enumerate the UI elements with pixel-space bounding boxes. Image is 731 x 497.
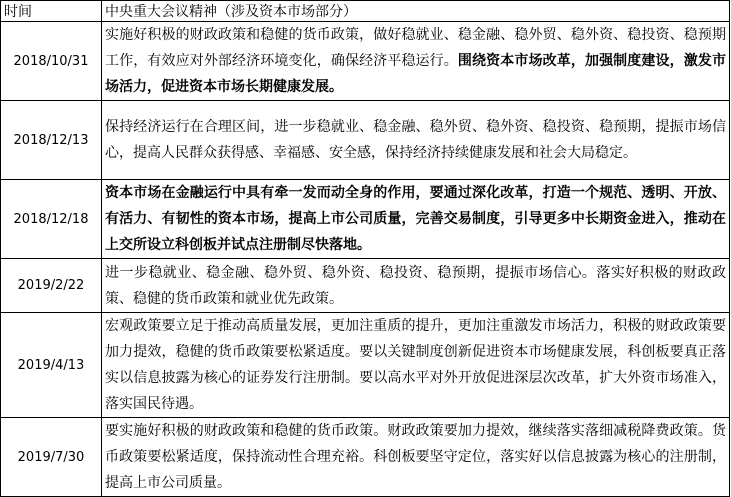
- row-date: 2019/2/22: [1, 259, 102, 313]
- content-bold-text: 围绕资本市场改革，加强制度建设，激发市场活力，促进资本市场长期健康发展。: [105, 53, 726, 95]
- row-content: [102, 22, 730, 101]
- table-row: [1, 22, 730, 101]
- row-date: 2019/4/13: [1, 313, 102, 418]
- table-row: [1, 259, 730, 313]
- table-row: [1, 180, 730, 259]
- content-text: 宏观政策要立足于推动高质量发展，更加注重质的提升，更加注重激发市场活力，积极的财政政策要加力提效，稳健的货币政策要松紧适度。要以关键制度创新促进资本市场健康发展，科创板要真正落实以信息披露为核心的证券发行注册制。要以高水平对外开放促进深层次改革，扩大外资市场准入，落实国民待遇。: [105, 318, 726, 412]
- content-bold-text: 资本市场在金融运行中具有牵一发而动全身的作用，要通过深化改革，打造一个规范、透明、开放、有活力、有韧性的资本市场，提高上市公司质量，完善交易制度，引导更多中长期资金进入，推动在上交所设立科创板并试点注册制尽快落地。: [105, 185, 726, 253]
- row-date: 2018/10/31: [1, 22, 102, 101]
- table-row: [1, 418, 730, 497]
- header-date: 时间: [1, 1, 102, 22]
- content-text: 进一步稳就业、稳金融、稳外贸、稳外资、稳投资、稳预期，提振市场信心。落实好积极的财政政策、稳健的货币政策和就业优先政策。: [105, 264, 726, 307]
- content-text: 要实施好积极的财政政策和稳健的货币政策。财政政策要加力提效，继续落实落细减税降费政策。货币政策要松紧适度，保持流动性合理充裕。科创板要坚守定位，落实好以信息披露为核心的注册制，提高上市公司质量。: [105, 423, 726, 491]
- row-content: [102, 418, 730, 497]
- row-content: [102, 180, 730, 259]
- row-date: 2018/12/18: [1, 180, 102, 259]
- content-text: 实施好积极的财政政策和稳健的货币政策，做好稳就业、稳金融、稳外贸、稳外资、稳投资、稳预期工作，有效应对外部经济环境变化，确保经济平稳运行。: [105, 27, 726, 69]
- header-content: 中央重大会议精神（涉及资本市场部分）: [102, 1, 730, 22]
- table-row: [1, 101, 730, 180]
- table-row: [1, 313, 730, 418]
- table-header-row: [1, 1, 730, 22]
- content-text: 保持经济运行在合理区间，进一步稳就业、稳金融、稳外贸、稳外资、稳投资、稳预期，提振市场信心，提高人民群众获得感、幸福感、安全感，保持经济持续健康发展和社会大局稳定。: [105, 119, 726, 161]
- row-content: [102, 101, 730, 180]
- row-content: [102, 313, 730, 418]
- row-date: 2018/12/13: [1, 101, 102, 180]
- row-date: 2019/7/30: [1, 418, 102, 497]
- row-content: [102, 259, 730, 313]
